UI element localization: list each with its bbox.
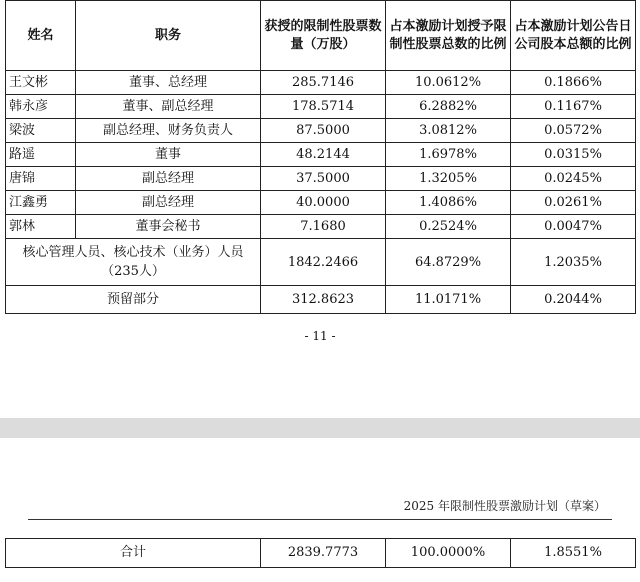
- cell-pct-grant: 1.3205%: [386, 167, 511, 191]
- header-shares: 获授的限制性股票数量（万股）: [261, 1, 386, 71]
- cell-pct-capital: 0.0047%: [511, 215, 636, 239]
- cell-pct-grant: 64.8729%: [386, 239, 511, 286]
- cell-pct-grant: 11.0171%: [386, 286, 511, 314]
- table-row: [6, 119, 636, 143]
- table-row: [6, 95, 636, 119]
- cell-name: 梁波: [6, 119, 76, 143]
- cell-title: 副总经理: [76, 167, 261, 191]
- header-rule: [28, 519, 612, 520]
- cell-shares: 87.5000: [261, 119, 386, 143]
- cell-pct-capital: 0.0261%: [511, 191, 636, 215]
- page-gap: [0, 418, 640, 438]
- cell-shares: 178.5714: [261, 95, 386, 119]
- cell-name: 江鑫勇: [6, 191, 76, 215]
- table-row: [6, 167, 636, 191]
- cell-pct-grant: 0.2524%: [386, 215, 511, 239]
- cell-name: 韩永彦: [6, 95, 76, 119]
- cell-title: 副总经理、财务负责人: [76, 119, 261, 143]
- cell-shares: 285.7146: [261, 71, 386, 95]
- cell-pct-grant: 6.2882%: [386, 95, 511, 119]
- cell-name: 唐锦: [6, 167, 76, 191]
- table-row-core-staff: [6, 239, 636, 286]
- cell-pct-grant: 10.0612%: [386, 71, 511, 95]
- table-row: [6, 143, 636, 167]
- equity-allocation-table: [5, 0, 636, 314]
- header-pct-capital: 占本激励计划公告日公司股本总额的比例: [511, 1, 636, 71]
- cell-pct-capital: 1.2035%: [511, 239, 636, 286]
- table-row-total: [6, 539, 636, 568]
- cell-pct-grant: 100.0000%: [386, 539, 511, 568]
- cell-shares: 1842.2466: [261, 239, 386, 286]
- cell-name: 路遥: [6, 143, 76, 167]
- cell-pct-capital: 1.8551%: [511, 539, 636, 568]
- header-title: 职务: [76, 1, 261, 71]
- running-header: 2025 年限制性股票激励计划（草案）: [403, 499, 606, 513]
- cell-name: 郭林: [6, 215, 76, 239]
- document-page-12: [0, 438, 640, 582]
- cell-title: 副总经理: [76, 191, 261, 215]
- table-row: [6, 71, 636, 95]
- cell-shares: 312.8623: [261, 286, 386, 314]
- cell-name: 王文彬: [6, 71, 76, 95]
- cell-shares: 2839.7773: [261, 539, 386, 568]
- cell-title: 董事、总经理: [76, 71, 261, 95]
- cell-reserved-label: 预留部分: [6, 286, 261, 314]
- cell-shares: 40.0000: [261, 191, 386, 215]
- header-name: 姓名: [6, 1, 76, 71]
- cell-pct-capital: 0.0315%: [511, 143, 636, 167]
- cell-total-label: 合计: [6, 539, 261, 568]
- cell-pct-capital: 0.0572%: [511, 119, 636, 143]
- cell-title: 董事、副总经理: [76, 95, 261, 119]
- cell-pct-capital: 0.1167%: [511, 95, 636, 119]
- cell-shares: 37.5000: [261, 167, 386, 191]
- cell-shares: 48.2144: [261, 143, 386, 167]
- table-row-reserved: [6, 286, 636, 314]
- cell-pct-grant: 1.6978%: [386, 143, 511, 167]
- cell-title: 董事: [76, 143, 261, 167]
- cell-pct-capital: 0.0245%: [511, 167, 636, 191]
- cell-pct-capital: 0.2044%: [511, 286, 636, 314]
- cell-title: 董事会秘书: [76, 215, 261, 239]
- table-row: [6, 191, 636, 215]
- total-table: [5, 538, 636, 568]
- cell-pct-grant: 3.0812%: [386, 119, 511, 143]
- cell-pct-grant: 1.4086%: [386, 191, 511, 215]
- cell-shares: 7.1680: [261, 215, 386, 239]
- cell-pct-capital: 0.1866%: [511, 71, 636, 95]
- table-row: [6, 215, 636, 239]
- table-header-row: [6, 1, 636, 71]
- header-pct-grant: 占本激励计划授予限制性股票总数的比例: [386, 1, 511, 71]
- page-number: - 11 -: [304, 329, 336, 343]
- cell-core-label: 核心管理人员、核心技术（业务）人员（235人）: [6, 239, 261, 286]
